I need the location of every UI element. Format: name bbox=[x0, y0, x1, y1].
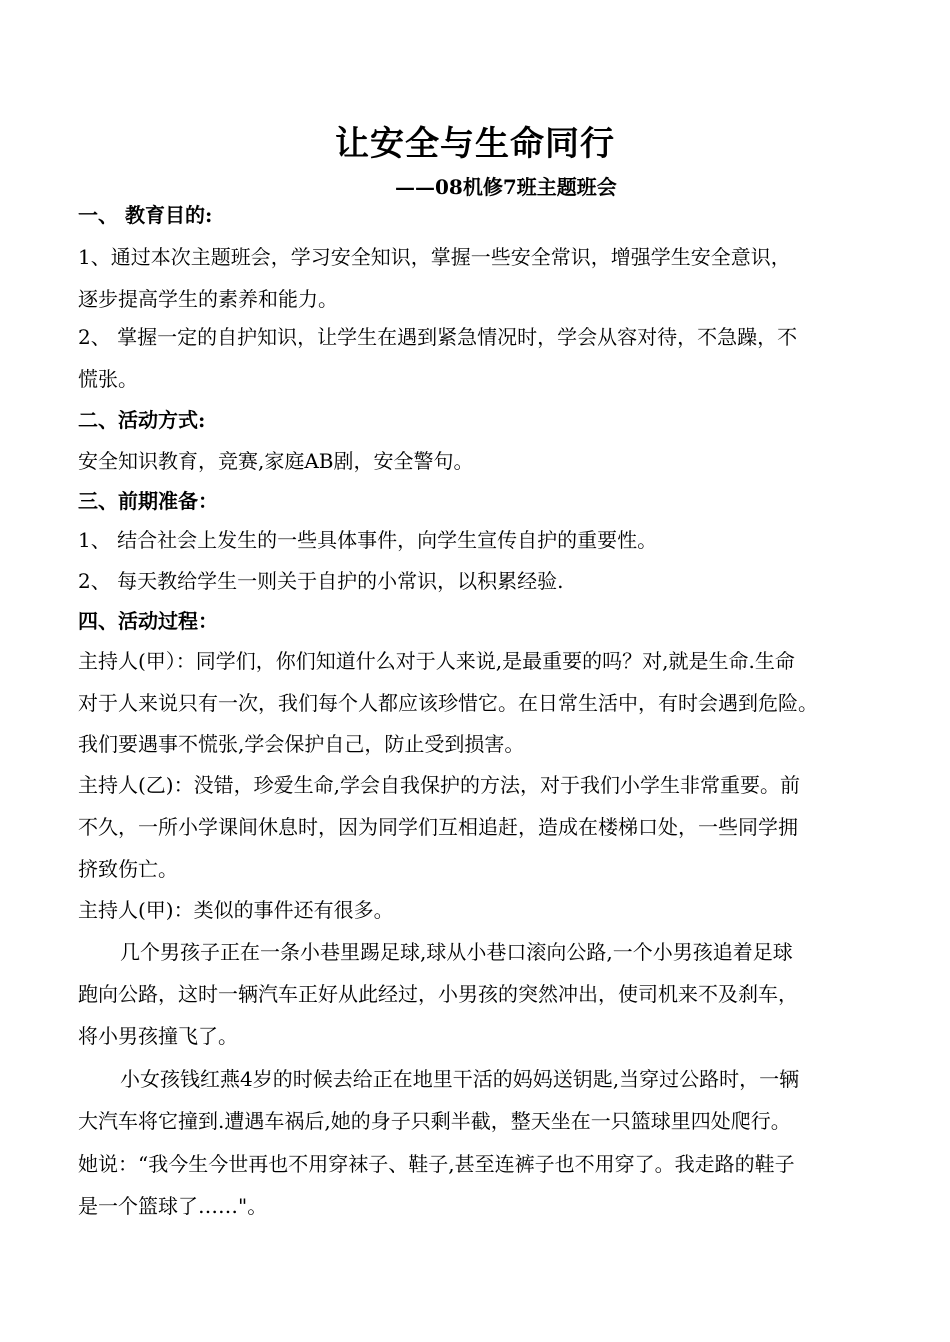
paragraph-line: 大汽车将它撞到.遭遇车祸后,她的身子只剩半截，整天坐在一只篮球里四处爬行。 bbox=[78, 1109, 791, 1133]
paragraph-line: 是一个篮球了……"。 bbox=[78, 1194, 268, 1218]
paragraph-line: 几个男孩子正在一条小巷里踢足球,球从小巷口滚向公路,一个小男孩追着足球 bbox=[120, 940, 793, 964]
paragraph-line: 挤致伤亡。 bbox=[78, 857, 178, 881]
paragraph-line: 我们要遇事不慌张,学会保护自己，防止受到损害。 bbox=[78, 732, 525, 756]
paragraph-line: 跑向公路，这时一辆汽车正好从此经过，小男孩的突然冲出，使司机来不及刹车， bbox=[78, 982, 798, 1006]
heading-preparation: 三、前期准备： bbox=[78, 489, 218, 513]
paragraph-line: 2、 掌握一定的自护知识，让学生在遇到紧急情况时，学会从容对待，不急躁，不 bbox=[78, 325, 798, 349]
paragraph-line: 主持人(甲)：类似的事件还有很多。 bbox=[78, 898, 394, 922]
paragraph-line: 将小男孩撞飞了。 bbox=[78, 1024, 238, 1048]
paragraph-line: 1、通过本次主题班会，学习安全知识，掌握一些安全常识，增强学生安全意识， bbox=[78, 245, 791, 269]
paragraph-line: 主持人(乙)：没错，珍爱生命,学会自我保护的方法，对于我们小学生非常重要。前 bbox=[78, 773, 800, 797]
heading-education-goal: 一、 教育目的: bbox=[78, 203, 213, 227]
document-title: 让安全与生命同行 bbox=[335, 124, 615, 164]
paragraph-line: 对于人来说只有一次，我们每个人都应该珍惜它。在日常生活中，有时会遇到危险。 bbox=[78, 691, 818, 715]
paragraph-line: 2、 每天教给学生一则关于自护的小常识，以积累经验. bbox=[78, 569, 564, 593]
paragraph-line: 逐步提高学生的素养和能力。 bbox=[78, 287, 338, 311]
paragraph-line: 她说：“我今生今世再也不用穿袜子、鞋子,甚至连裤子也不用穿了。我走路的鞋子 bbox=[78, 1152, 795, 1176]
heading-activity-method: 二、活动方式: bbox=[78, 408, 206, 432]
paragraph-line: 安全知识教育，竞赛,家庭AB剧，安全警句。 bbox=[78, 449, 474, 473]
paragraph-line: 主持人(甲）：同学们，你们知道什么对于人来说,是最重要的吗？对,就是生命.生命 bbox=[78, 649, 795, 673]
paragraph-line: 小女孩钱红燕4岁的时候去给正在地里干活的妈妈送钥匙,当穿过公路时，一辆 bbox=[120, 1067, 800, 1091]
document-subtitle: ——08机修7班主题班会 bbox=[395, 175, 617, 199]
paragraph-line: 1、 结合社会上发生的一些具体事件，向学生宣传自护的重要性。 bbox=[78, 528, 658, 552]
heading-activity-process: 四、活动过程： bbox=[78, 609, 218, 633]
paragraph-line: 不久，一所小学课间休息时，因为同学们互相追赶，造成在楼梯口处，一些同学拥 bbox=[78, 815, 798, 839]
paragraph-line: 慌张。 bbox=[78, 367, 138, 391]
